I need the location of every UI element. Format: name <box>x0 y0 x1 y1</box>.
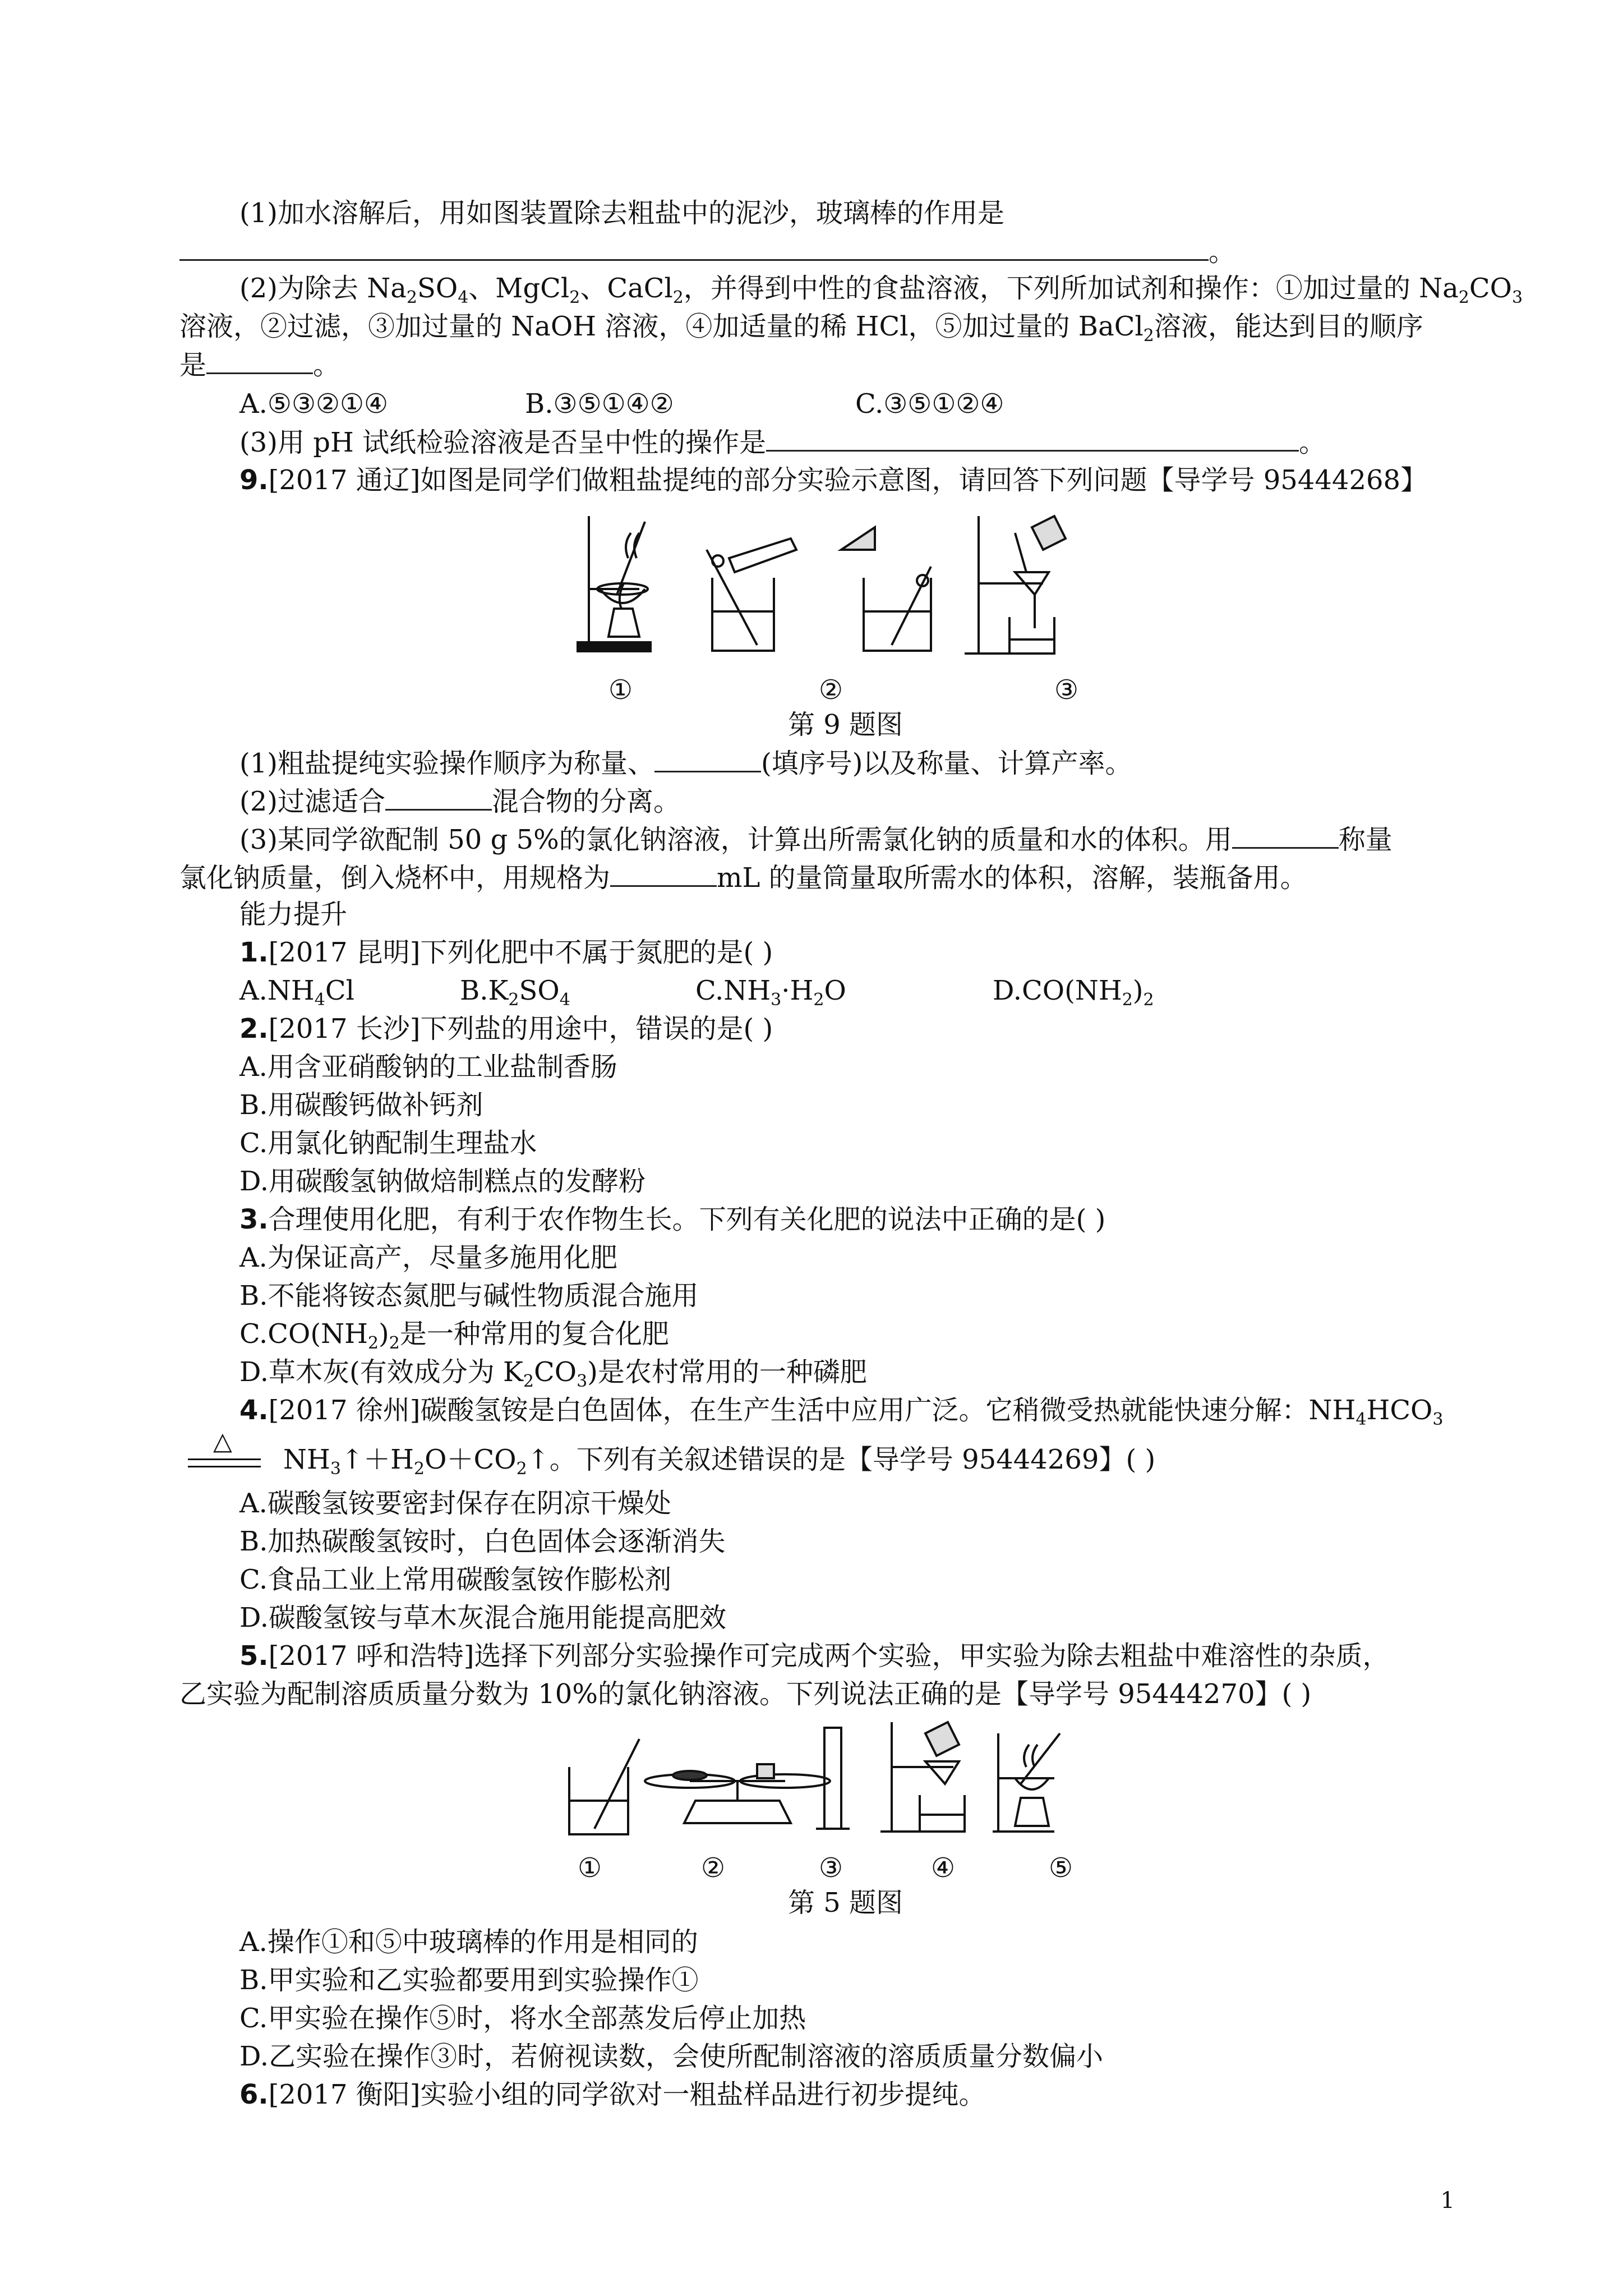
a5-stem-line2: 乙实验为配制溶质质量分数为 10%的氯化钠溶液。下列说法正确的是【导学号 95444270】( ) <box>179 1678 1312 1710</box>
page-number: 1 <box>1440 2188 1455 2214</box>
q8-part1-answer-line: 。 <box>179 234 1235 269</box>
dissolving-beaker <box>707 539 796 651</box>
evaporating-apparatus <box>578 516 651 651</box>
a5-option-b: B.甲实验和乙实验都要用到实验操作① <box>239 1964 699 1996</box>
a2-option-c: C.用氯化钠配制生理盐水 <box>239 1128 537 1159</box>
a3-option-a: A.为保证高产，尽量多施用化肥 <box>239 1242 617 1273</box>
a5-label-4: ④ <box>931 1852 956 1884</box>
balance <box>645 1764 830 1823</box>
q8-option-b: B.③⑤①④② <box>525 388 674 420</box>
heat-triangle: △ <box>213 1427 232 1456</box>
a2-stem: 2.[2017 长沙]下列盐的用途中，错误的是( ) <box>239 1013 773 1045</box>
a5-option-a: A.操作①和⑤中玻璃棒的作用是相同的 <box>239 1926 698 1958</box>
q9-part1: (1)粗盐提纯实验操作顺序为称量、 (填序号)以及称量、计算产率。 <box>239 746 1132 780</box>
q9-label-1: ① <box>608 674 633 706</box>
a1-option-a: $A.NH_4Cl$ <box>239 975 354 1010</box>
a4-stem-line1: 4.[2017 徐州]碳酸氢铵是白色固体，在生产生活中应用广泛。它稍微受热就能快速分解：$NH_4HCO_3$ <box>239 1395 1444 1429</box>
a5-label-3: ③ <box>819 1852 843 1884</box>
a5-caption: 第 5 题图 <box>788 1887 903 1918</box>
pouring-beaker <box>841 527 931 651</box>
filtration-apparatus <box>880 1722 965 1832</box>
a5-label-2: ② <box>701 1852 726 1884</box>
q8-part2-line1: (2)为除去 $Na_2SO_4$、MgCl$_2$、CaCl$_2$，并得到中性的食盐溶液，下列所加试剂和操作：①加过量的 $Na_2CO_3$ <box>239 273 1523 307</box>
answer-blank[interactable] <box>385 784 492 811</box>
a5-option-d: D.乙实验在操作③时，若俯视读数，会使所配制溶液的溶质质量分数偏小 <box>239 2041 1104 2072</box>
evaporating-apparatus <box>993 1733 1060 1832</box>
answer-blank[interactable] <box>206 348 313 374</box>
answer-blank[interactable] <box>654 746 761 772</box>
a3-stem: 3.合理使用化肥，有利于农作物生长。下列有关化肥的说法中正确的是( ) <box>239 1204 1106 1235</box>
section-heading: 能力提升 <box>239 899 348 930</box>
answer-blank[interactable] <box>610 861 717 887</box>
filtration-apparatus <box>965 516 1066 654</box>
q9-label-2: ② <box>819 674 843 706</box>
q9-part2: (2)过滤适合 混合物的分离。 <box>239 784 680 818</box>
q8-part3: (3)用 pH 试纸检验溶液是否呈中性的操作是 。 <box>239 425 1326 459</box>
a3-option-c: $C.CO(NH_2)_2$是一种常用的复合化肥 <box>239 1318 669 1353</box>
a5-stem-line1: 5.[2017 呼和浩特]选择下列部分实验操作可完成两个实验，甲实验为除去粗盐中难溶性的杂质， <box>239 1640 1390 1672</box>
a5-option-c: C.甲实验在操作⑤时，将水全部蒸发后停止加热 <box>239 2003 806 2034</box>
equals-sign <box>188 1458 261 1467</box>
a4-option-c: C.食品工业上常用碳酸氢铵作膨松剂 <box>239 1564 672 1595</box>
a6-stem: 6.[2017 衡阳]实验小组的同学欲对一粗盐样品进行初步提纯。 <box>239 2079 986 2110</box>
a5-apparatus-figure <box>561 1717 1122 1846</box>
answer-blank[interactable] <box>1232 822 1339 849</box>
a4-option-d: D.碳酸氢铵与草木灰混合施用能提高肥效 <box>239 1602 727 1634</box>
q8-part1: (1)加水溶解后，用如图装置除去粗盐中的泥沙，玻璃棒的作用是 <box>239 197 1004 229</box>
a2-option-b: B.用碳酸钙做补钙剂 <box>239 1089 483 1121</box>
graduated-cylinder <box>816 1728 850 1829</box>
a2-option-d: D.用碳酸氢钠做焙制糕点的发酵粉 <box>239 1166 646 1197</box>
a3-option-b: B.不能将铵态氮肥与碱性物质混合施用 <box>239 1280 699 1312</box>
q8-option-c: C.③⑤①②④ <box>855 388 1004 420</box>
a4-option-b: B.加热碳酸氢铵时，白色固体会逐渐消失 <box>239 1526 726 1557</box>
a3-option-d: D.草木灰(有效成分为 $K_2CO_3$)是农村常用的一种磷肥 <box>239 1356 867 1391</box>
beaker-with-rod <box>569 1739 639 1834</box>
q8-option-a: A.⑤③②①④ <box>239 388 389 420</box>
q9-label-3: ③ <box>1054 674 1079 706</box>
a5-label-1: ① <box>578 1852 602 1884</box>
a4-stem-line2: $NH_3↑+H_2O+CO_2↑$。下列有关叙述错误的是【导学号 95444269】( ) <box>283 1444 1156 1479</box>
a1-option-c: $C.NH_3\cdot H_2O$ <box>695 975 846 1010</box>
a1-stem: 1.[2017 昆明]下列化肥中不属于氮肥的是( ) <box>239 937 773 968</box>
a1-option-d: $D.CO(NH_2)_2$ <box>993 975 1154 1010</box>
a5-label-5: ⑤ <box>1049 1852 1073 1884</box>
q8-part2-line2: 溶液，②过滤，③加过量的 NaOH 溶液，④加适量的稀 HCl，⑤加过量的 BaCl$_2$溶液，能达到目的顺序 <box>179 311 1423 346</box>
a4-option-a: A.碳酸氢铵要密封保存在阴凉干燥处 <box>239 1488 671 1519</box>
q9-caption: 第 9 题图 <box>788 709 903 740</box>
q9-part3-line1: (3)某同学欲配制 50 g 5%的氯化钠溶液，计算出所需氯化钠的质量和水的体积。用 称量 <box>239 822 1393 857</box>
q9-part3-line2: 氯化钠质量，倒入烧杯中，用规格为 mL 的量筒量取所需水的体积，溶解，装瓶备用。 <box>179 861 1307 895</box>
answer-blank[interactable] <box>179 234 1209 261</box>
q9-stem: 9.[2017 通辽]如图是同学们做粗盐提纯的部分实验示意图，请回答下列问题【导学号 95444268】 <box>239 464 1428 496</box>
q8-part2-line3: 是 。 <box>179 348 340 382</box>
q9-apparatus-figure <box>561 505 1122 668</box>
a1-option-b: $B.K_2SO_4$ <box>460 975 570 1010</box>
a2-option-a: A.用含亚硝酸钠的工业盐制香肠 <box>239 1051 617 1083</box>
answer-blank[interactable] <box>766 425 1299 452</box>
